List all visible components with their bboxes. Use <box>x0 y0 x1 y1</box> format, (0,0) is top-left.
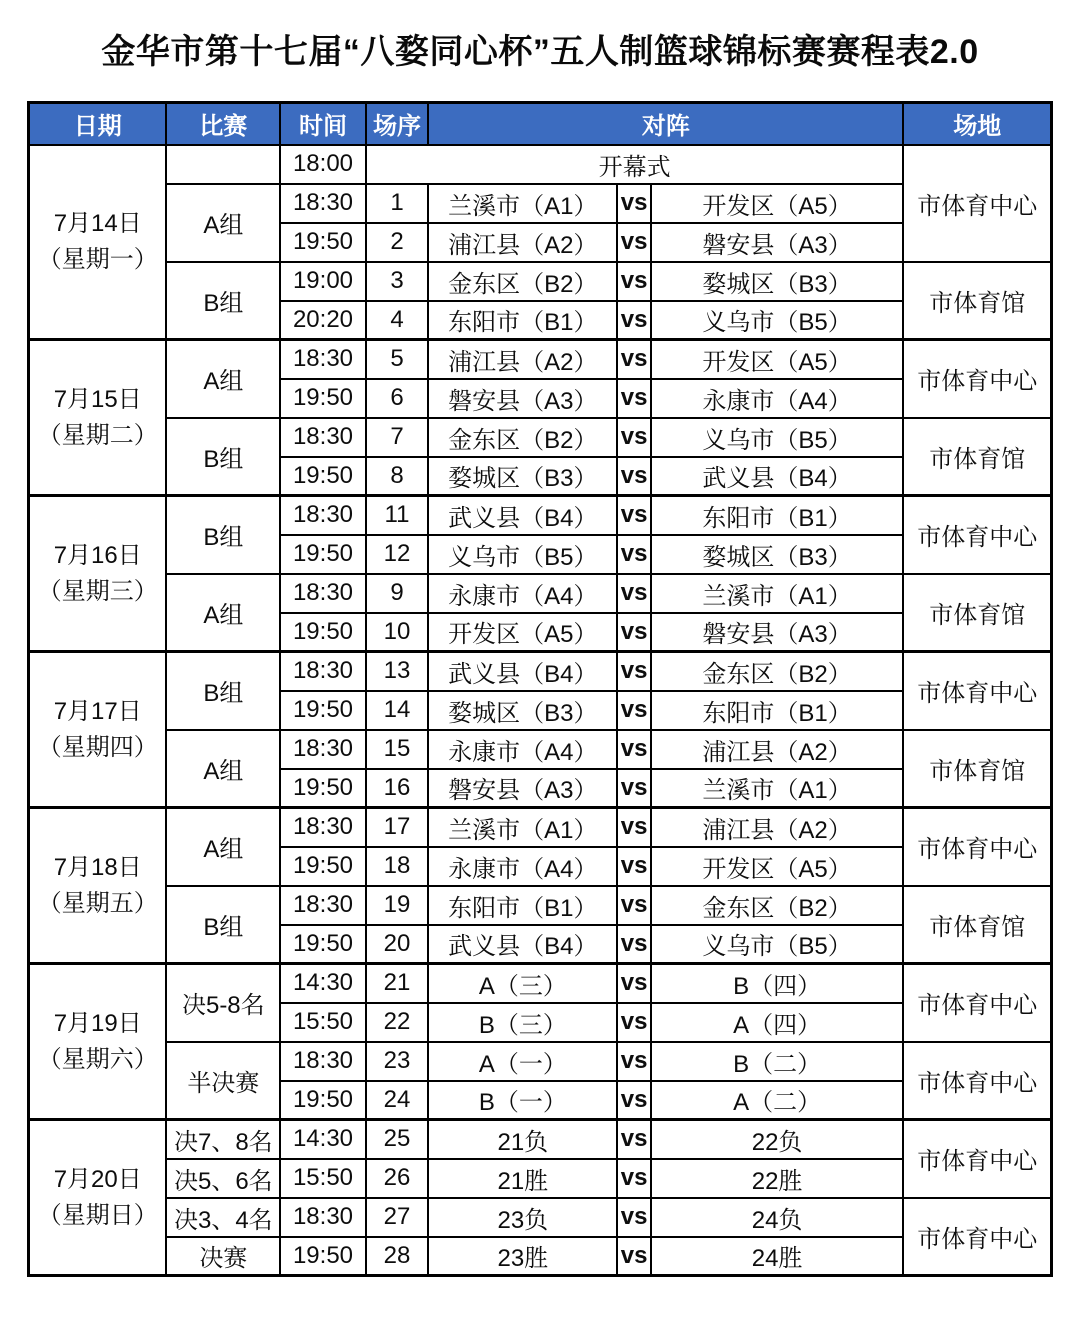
game-number-cell: 24 <box>366 1081 428 1120</box>
col-header-venue: 场地 <box>903 103 1051 145</box>
date-cell <box>29 808 167 964</box>
game-number-cell: 27 <box>366 1198 428 1237</box>
game-number-cell: 19 <box>366 886 428 925</box>
home-team-cell: 21胜 <box>428 1159 617 1198</box>
vs-label: vs <box>617 1120 650 1159</box>
col-header-time: 时间 <box>280 103 366 145</box>
game-row <box>29 886 1052 925</box>
time-cell: 14:30 <box>280 964 366 1003</box>
opening-row <box>29 145 1052 184</box>
game-number-cell: 13 <box>366 652 428 691</box>
time-cell: 19:00 <box>280 262 366 301</box>
game-number-cell: 11 <box>366 496 428 535</box>
away-team-cell: 东阳市（B1） <box>651 496 904 535</box>
group-cell: B组 <box>166 262 280 340</box>
time-cell: 20:20 <box>280 301 366 340</box>
away-team-cell: 浦江县（A2） <box>651 808 904 847</box>
date-line2: （星期五） <box>37 889 158 917</box>
game-number-cell: 15 <box>366 730 428 769</box>
vs-label: vs <box>617 886 650 925</box>
group-cell: B组 <box>166 886 280 964</box>
game-row <box>29 730 1052 769</box>
game-row <box>29 418 1052 457</box>
time-cell: 18:30 <box>280 1198 366 1237</box>
home-team-cell: 23胜 <box>428 1237 617 1276</box>
group-cell: B组 <box>166 496 280 574</box>
game-row <box>29 1159 1052 1198</box>
vs-label: vs <box>617 184 650 223</box>
time-cell: 18:30 <box>280 652 366 691</box>
game-row <box>29 262 1052 301</box>
group-cell: 决赛 <box>166 1237 280 1276</box>
game-number-cell: 8 <box>366 457 428 496</box>
home-team-cell: 婺城区（B3） <box>428 691 617 730</box>
date-line2: （星期四） <box>37 733 158 761</box>
time-cell: 19:50 <box>280 613 366 652</box>
time-cell: 15:50 <box>280 1159 366 1198</box>
group-cell: 决5、6名 <box>166 1159 280 1198</box>
group-cell-empty <box>166 145 280 184</box>
venue-cell: 市体育中心 <box>903 340 1051 418</box>
away-team-cell: 兰溪市（A1） <box>651 769 904 808</box>
home-team-cell: B（一） <box>428 1081 617 1120</box>
time-cell: 18:30 <box>280 1042 366 1081</box>
col-header-match: 比赛 <box>166 103 280 145</box>
away-team-cell: B（四） <box>651 964 904 1003</box>
date-cell <box>29 1120 167 1276</box>
home-team-cell: 浦江县（A2） <box>428 340 617 379</box>
away-team-cell: 永康市（A4） <box>651 379 904 418</box>
game-number-cell: 9 <box>366 574 428 613</box>
time-cell: 19:50 <box>280 847 366 886</box>
away-team-cell: 兰溪市（A1） <box>651 574 904 613</box>
vs-label: vs <box>617 1003 650 1042</box>
away-team-cell: 24胜 <box>651 1237 904 1276</box>
game-number-cell: 1 <box>366 184 428 223</box>
time-cell: 19:50 <box>280 535 366 574</box>
away-team-cell: 义乌市（B5） <box>651 925 904 964</box>
vs-label: vs <box>617 223 650 262</box>
game-number-cell: 3 <box>366 262 428 301</box>
away-team-cell: 开发区（A5） <box>651 184 904 223</box>
venue-cell: 市体育馆 <box>903 886 1051 964</box>
vs-label: vs <box>617 379 650 418</box>
group-cell: B组 <box>166 418 280 496</box>
col-header-versus: 对阵 <box>428 103 903 145</box>
venue-cell: 市体育中心 <box>903 808 1051 886</box>
time-cell: 18:30 <box>280 184 366 223</box>
away-team-cell: 金东区（B2） <box>651 652 904 691</box>
game-row <box>29 652 1052 691</box>
game-row <box>29 1120 1052 1159</box>
vs-label: vs <box>617 730 650 769</box>
away-team-cell: 磐安县（A3） <box>651 613 904 652</box>
vs-label: vs <box>617 535 650 574</box>
game-row <box>29 964 1052 1003</box>
date-line2: （星期日） <box>37 1201 158 1229</box>
time-cell: 18:30 <box>280 418 366 457</box>
game-number-cell: 4 <box>366 301 428 340</box>
date-cell <box>29 496 167 652</box>
game-number-cell: 5 <box>366 340 428 379</box>
game-number-cell: 26 <box>366 1159 428 1198</box>
vs-label: vs <box>617 613 650 652</box>
vs-label: vs <box>617 925 650 964</box>
home-team-cell: 开发区（A5） <box>428 613 617 652</box>
time-cell: 19:50 <box>280 457 366 496</box>
date-cell <box>29 652 167 808</box>
game-number-cell: 18 <box>366 847 428 886</box>
vs-label: vs <box>617 418 650 457</box>
venue-cell: 市体育中心 <box>903 496 1051 574</box>
col-header-order: 场序 <box>366 103 428 145</box>
game-number-cell: 6 <box>366 379 428 418</box>
home-team-cell: 23负 <box>428 1198 617 1237</box>
vs-label: vs <box>617 1237 650 1276</box>
game-row <box>29 1198 1052 1237</box>
date-line1: 7月19日 <box>53 1009 142 1037</box>
game-number-cell: 2 <box>366 223 428 262</box>
opening-ceremony-cell: 开幕式 <box>366 145 904 184</box>
home-team-cell: 东阳市（B1） <box>428 301 617 340</box>
time-cell: 14:30 <box>280 1120 366 1159</box>
group-cell: A组 <box>166 808 280 886</box>
vs-label: vs <box>617 652 650 691</box>
venue-cell: 市体育中心 <box>903 1198 1051 1276</box>
time-cell: 19:50 <box>280 1237 366 1276</box>
group-cell: 决3、4名 <box>166 1198 280 1237</box>
away-team-cell: 义乌市（B5） <box>651 418 904 457</box>
group-cell: A组 <box>166 340 280 418</box>
game-number-cell: 14 <box>366 691 428 730</box>
home-team-cell: A（三） <box>428 964 617 1003</box>
game-number-cell: 22 <box>366 1003 428 1042</box>
away-team-cell: A（二） <box>651 1081 904 1120</box>
group-cell: B组 <box>166 652 280 730</box>
group-cell: 半决赛 <box>166 1042 280 1120</box>
home-team-cell: 婺城区（B3） <box>428 457 617 496</box>
away-team-cell: 磐安县（A3） <box>651 223 904 262</box>
time-cell: 19:50 <box>280 691 366 730</box>
time-cell: 18:30 <box>280 808 366 847</box>
vs-label: vs <box>617 340 650 379</box>
game-number-cell: 16 <box>366 769 428 808</box>
vs-label: vs <box>617 457 650 496</box>
home-team-cell: 武义县（B4） <box>428 925 617 964</box>
home-team-cell: 浦江县（A2） <box>428 223 617 262</box>
time-cell: 18:30 <box>280 574 366 613</box>
date-line1: 7月16日 <box>53 541 142 569</box>
venue-cell: 市体育馆 <box>903 262 1051 340</box>
date-line1: 7月20日 <box>53 1165 142 1193</box>
home-team-cell: 永康市（A4） <box>428 847 617 886</box>
time-cell: 18:30 <box>280 496 366 535</box>
page-title: 金华市第十七届“八婺同心杯”五人制篮球锦标赛赛程表2.0 <box>101 33 979 71</box>
vs-label: vs <box>617 769 650 808</box>
away-team-cell: 开发区（A5） <box>651 847 904 886</box>
date-line2: （星期二） <box>37 421 158 449</box>
time-cell: 19:50 <box>280 925 366 964</box>
date-cell <box>29 145 167 340</box>
date-line1: 7月17日 <box>53 697 142 725</box>
home-team-cell: 金东区（B2） <box>428 418 617 457</box>
col-header-date: 日期 <box>29 103 167 145</box>
home-team-cell: 永康市（A4） <box>428 574 617 613</box>
group-cell: 决5-8名 <box>166 964 280 1042</box>
vs-label: vs <box>617 808 650 847</box>
time-cell: 15:50 <box>280 1003 366 1042</box>
group-cell: 决7、8名 <box>166 1120 280 1159</box>
away-team-cell: 武义县（B4） <box>651 457 904 496</box>
home-team-cell: 永康市（A4） <box>428 730 617 769</box>
home-team-cell: 兰溪市（A1） <box>428 808 617 847</box>
game-number-cell: 20 <box>366 925 428 964</box>
away-team-cell: 浦江县（A2） <box>651 730 904 769</box>
home-team-cell: 磐安县（A3） <box>428 379 617 418</box>
vs-label: vs <box>617 1159 650 1198</box>
date-line2: （星期六） <box>37 1045 158 1073</box>
time-cell: 18:30 <box>280 730 366 769</box>
home-team-cell: B（三） <box>428 1003 617 1042</box>
group-cell: A组 <box>166 730 280 808</box>
vs-label: vs <box>617 1081 650 1120</box>
game-row <box>29 1237 1052 1276</box>
vs-label: vs <box>617 964 650 1003</box>
game-number-cell: 28 <box>366 1237 428 1276</box>
home-team-cell: 磐安县（A3） <box>428 769 617 808</box>
date-line1: 7月18日 <box>53 853 142 881</box>
home-team-cell: 义乌市（B5） <box>428 535 617 574</box>
home-team-cell: 武义县（B4） <box>428 496 617 535</box>
time-cell: 19:50 <box>280 379 366 418</box>
date-cell <box>29 340 167 496</box>
vs-label: vs <box>617 301 650 340</box>
away-team-cell: 24负 <box>651 1198 904 1237</box>
venue-cell: 市体育中心 <box>903 964 1051 1042</box>
away-team-cell: 金东区（B2） <box>651 886 904 925</box>
away-team-cell: 22胜 <box>651 1159 904 1198</box>
game-number-cell: 7 <box>366 418 428 457</box>
venue-cell: 市体育馆 <box>903 730 1051 808</box>
vs-label: vs <box>617 496 650 535</box>
time-cell: 18:00 <box>280 145 366 184</box>
home-team-cell: 金东区（B2） <box>428 262 617 301</box>
game-number-cell: 12 <box>366 535 428 574</box>
group-cell: A组 <box>166 574 280 652</box>
vs-label: vs <box>617 262 650 301</box>
date-line1: 7月15日 <box>53 385 142 413</box>
time-cell: 19:50 <box>280 223 366 262</box>
away-team-cell: 义乌市（B5） <box>651 301 904 340</box>
home-team-cell: 武义县（B4） <box>428 652 617 691</box>
away-team-cell: 婺城区（B3） <box>651 535 904 574</box>
game-number-cell: 23 <box>366 1042 428 1081</box>
venue-cell: 市体育中心 <box>903 652 1051 730</box>
game-number-cell: 25 <box>366 1120 428 1159</box>
away-team-cell: 东阳市（B1） <box>651 691 904 730</box>
away-team-cell: 开发区（A5） <box>651 340 904 379</box>
header-row <box>29 103 1052 145</box>
group-cell: A组 <box>166 184 280 262</box>
away-team-cell: B（二） <box>651 1042 904 1081</box>
vs-label: vs <box>617 1042 650 1081</box>
venue-cell: 市体育馆 <box>903 418 1051 496</box>
game-row <box>29 1042 1052 1081</box>
venue-cell: 市体育中心 <box>903 145 1051 262</box>
time-cell: 19:50 <box>280 1081 366 1120</box>
game-number-cell: 17 <box>366 808 428 847</box>
time-cell: 18:30 <box>280 340 366 379</box>
date-line1: 7月14日 <box>53 209 142 237</box>
venue-cell: 市体育中心 <box>903 1120 1051 1198</box>
time-cell: 19:50 <box>280 769 366 808</box>
game-row <box>29 184 1052 223</box>
game-row <box>29 808 1052 847</box>
away-team-cell: A（四） <box>651 1003 904 1042</box>
time-cell: 18:30 <box>280 886 366 925</box>
vs-label: vs <box>617 847 650 886</box>
home-team-cell: A（一） <box>428 1042 617 1081</box>
game-number-cell: 21 <box>366 964 428 1003</box>
game-row <box>29 496 1052 535</box>
home-team-cell: 东阳市（B1） <box>428 886 617 925</box>
venue-cell: 市体育中心 <box>903 1042 1051 1120</box>
schedule-table <box>27 101 1053 1277</box>
home-team-cell: 兰溪市（A1） <box>428 184 617 223</box>
away-team-cell: 22负 <box>651 1120 904 1159</box>
date-line2: （星期三） <box>37 577 158 605</box>
date-line2: （星期一） <box>37 245 158 273</box>
vs-label: vs <box>617 691 650 730</box>
game-number-cell: 10 <box>366 613 428 652</box>
game-row <box>29 574 1052 613</box>
date-cell <box>29 964 167 1120</box>
venue-cell: 市体育馆 <box>903 574 1051 652</box>
game-row <box>29 340 1052 379</box>
vs-label: vs <box>617 574 650 613</box>
away-team-cell: 婺城区（B3） <box>651 262 904 301</box>
home-team-cell: 21负 <box>428 1120 617 1159</box>
vs-label: vs <box>617 1198 650 1237</box>
